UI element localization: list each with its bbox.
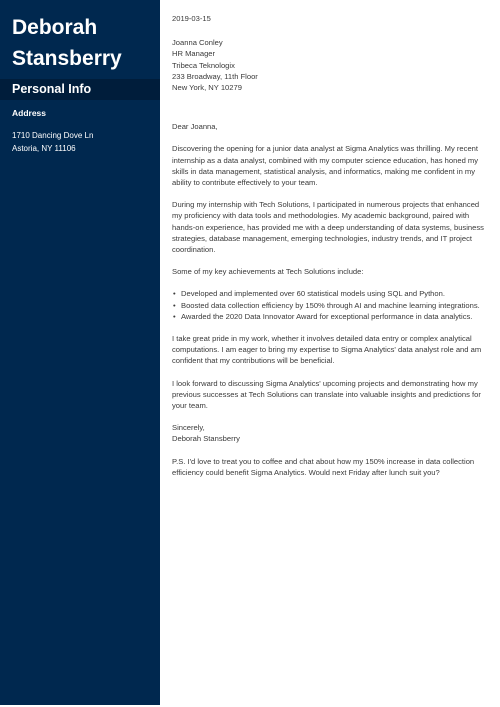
paragraph-line: During my internship with Tech Solutions, I participated in numerous projects that enhanced bbox=[172, 200, 480, 210]
paragraph-line: I take great pride in my work, whether it involves detailed data entry or complex analytical bbox=[172, 334, 472, 344]
paragraph-line: hands-on experience, has provided me with a deep understanding of data systems, business bbox=[172, 222, 484, 232]
paragraph-line: efficiency could benefit Sigma Analytics. Would next Friday after lunch suit you? bbox=[172, 467, 440, 477]
achievements-list bbox=[172, 288, 484, 322]
achievement-item: • Developed and implemented over 60 statistical models using SQL and Python. bbox=[181, 288, 484, 299]
signature: Deborah Stansberry bbox=[172, 434, 240, 444]
achievement-item: • Boosted data collection efficiency by 150% through AI and machine learning integrations. bbox=[181, 300, 484, 311]
postscript bbox=[172, 456, 484, 478]
paragraph-1 bbox=[172, 143, 484, 188]
paragraph-line: Discovering the opening for a junior data analyst at Sigma Analytics was thrilling. My recent bbox=[172, 144, 479, 154]
recipient-block bbox=[172, 37, 484, 93]
address-line-2: Astoria, NY 11106 bbox=[12, 144, 76, 153]
name-first: Deborah bbox=[12, 16, 98, 39]
paragraph-line: my proficiency with data tools and methodologies. My academic background, paired with bbox=[172, 211, 470, 221]
recipient-name: Joanna Conley bbox=[172, 38, 223, 48]
recipient-street: 233 Broadway, 11th Floor bbox=[172, 71, 258, 81]
paragraph-line: strategies, database management, emerging technologies, industry trends, and IT project bbox=[172, 233, 472, 243]
letter-body bbox=[172, 13, 484, 489]
sign-off bbox=[172, 422, 484, 444]
paragraph-line: previous successes at Tech Solutions can translate into valuable insights and predictions for bbox=[172, 389, 481, 399]
address-line-1: 1710 Dancing Dove Ln bbox=[12, 131, 94, 140]
paragraph-line: computations. I am eager to bring my expertise to Sigma Analytics' data analyst role and am bbox=[172, 345, 482, 355]
applicant-name bbox=[12, 12, 157, 74]
paragraph-4 bbox=[172, 333, 484, 367]
paragraph-line: I look forward to discussing Sigma Analytics' upcoming projects and demonstrating how my bbox=[172, 378, 478, 388]
recipient-title: HR Manager bbox=[172, 49, 216, 59]
greeting: Dear Joanna, bbox=[172, 122, 218, 132]
address-label: Address bbox=[12, 108, 47, 118]
paragraph-line: your team. bbox=[172, 401, 208, 411]
paragraph-line: coordination. bbox=[172, 245, 216, 255]
recipient-city: New York, NY 10279 bbox=[172, 83, 242, 93]
paragraph-2 bbox=[172, 199, 484, 255]
paragraph-5 bbox=[172, 378, 484, 412]
sidebar bbox=[0, 0, 160, 705]
paragraph-line: skills in data management, statistical analysis, and informatics, making me confident in my bbox=[172, 166, 476, 176]
paragraph-line: confident that my contributions will be beneficial. bbox=[172, 356, 335, 366]
achievement-item: • Awarded the 2020 Data Innovator Award for exceptional performance in data analytics. bbox=[181, 311, 484, 322]
paragraph-line: P.S. I'd love to treat you to coffee and chat about how my 150% increase in data collection bbox=[172, 456, 475, 466]
name-last: Stansberry bbox=[12, 47, 122, 70]
paragraph-3: Some of my key achievements at Tech Solutions include: bbox=[172, 267, 364, 277]
paragraph-line: ability to contribute effectively to your team. bbox=[172, 178, 318, 188]
closing: Sincerely, bbox=[172, 423, 205, 433]
letter-date: 2019-03-15 bbox=[172, 14, 211, 23]
applicant-address bbox=[12, 129, 93, 155]
section-title-personal-info: Personal Info bbox=[12, 82, 92, 96]
paragraph-line: internship as a data analyst, combined with my computer science education, has honed my bbox=[172, 155, 479, 165]
recipient-company: Tribeca Teknologix bbox=[172, 60, 235, 70]
